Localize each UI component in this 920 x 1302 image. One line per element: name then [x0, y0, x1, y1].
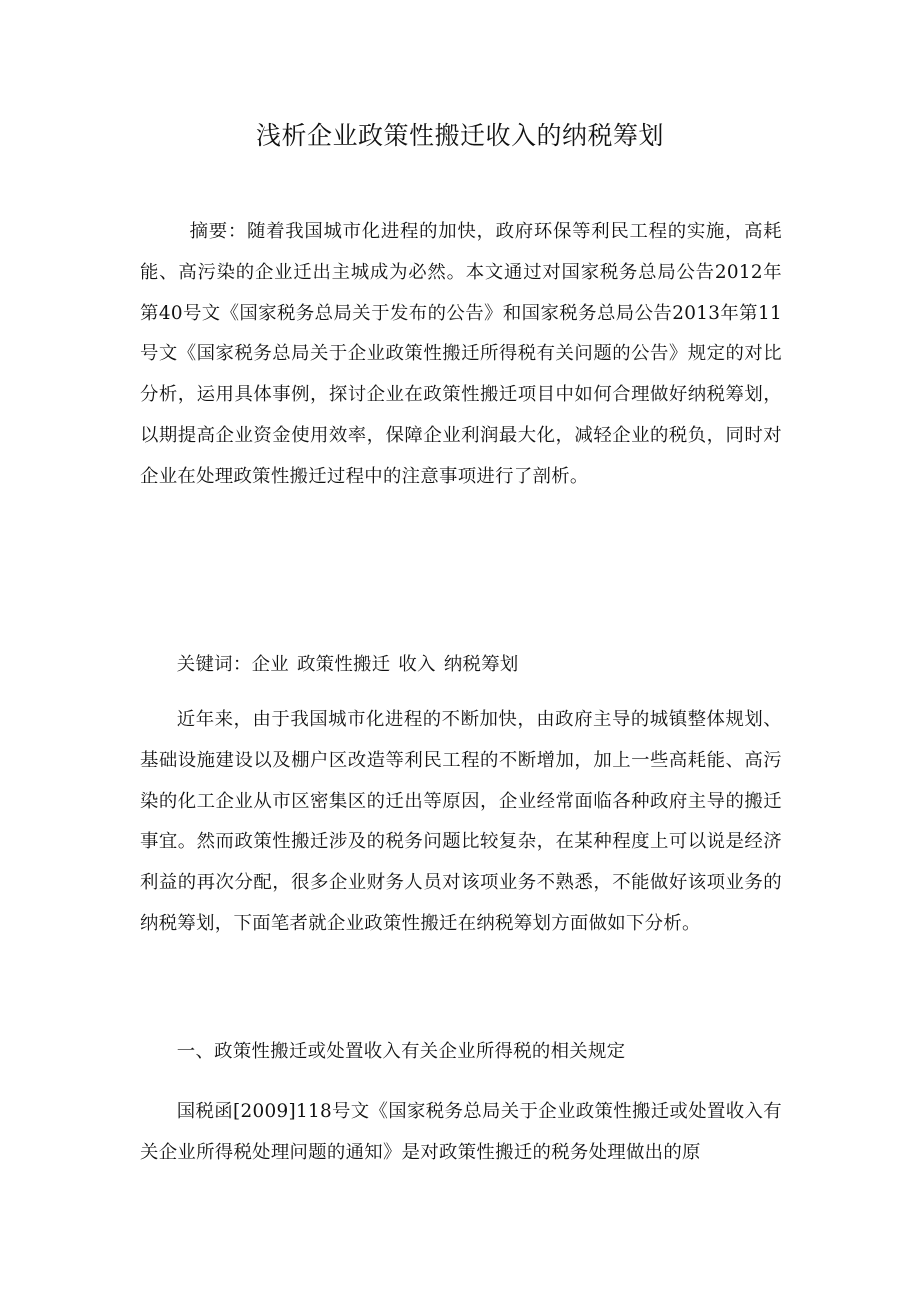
keywords-line [140, 645, 782, 686]
section-heading: 一、政策性搬迁或处置收入有关企业所得税的相关规定 [176, 1041, 626, 1062]
intro-paragraph: 近年来，由于我国城市化进程的不断加快，由政府主导的城镇整体规划、基础设施建设以及棚户区改造等利民工程的不断增加，加上一些高耗能、高污染的化工企业从市区密集区的迁出等原因，企业经常面临各种政府主导的搬迁事宜。然而政策性搬迁涉及的税务问题比较复杂，在某种程度上可以说是经济利益的再次分配，很多企业财务人员对该项业务不熟悉，不能做好该项业务的纳税筹划，下面笔者就企业政策性搬迁在纳税筹划方面做如下分析。 [140, 709, 782, 934]
document-title: 浅析企业政策性搬迁收入的纳税筹划 [255, 121, 664, 150]
keyword: 政策性搬迁 [296, 654, 391, 675]
keyword: 纳税筹划 [443, 654, 519, 675]
keyword: 企业 [251, 654, 289, 675]
section-paragraph: 国税函[2009]118号文《国家税务总局关于企业政策性搬迁或处置收入有关企业所得税处理问题的通知》是对政策性搬迁的税务处理做出的原 [140, 1101, 782, 1163]
abstract-paragraph: 摘要：随着我国城市化进程的加快，政府环保等利民工程的实施，高耗能、高污染的企业迁出主城成为必然。本文通过对国家税务总局公告2012年第40号文《国家税务总局关于发布的公告》和国家税务总局公告2013年第11号文《国家税务总局关于企业政策性搬迁所得税有关问题的公告》规定的对比分析，运用具体事例，探讨企业在政策性搬迁项目中如何合理做好纳税筹划，以期提高企业资金使用效率，保障企业利润最大化，减轻企业的税负，同时对企业在处理政策性搬迁过程中的注意事项进行了剖析。 [140, 221, 782, 487]
keyword: 收入 [398, 654, 436, 675]
keywords-label: 关键词： [176, 654, 252, 675]
